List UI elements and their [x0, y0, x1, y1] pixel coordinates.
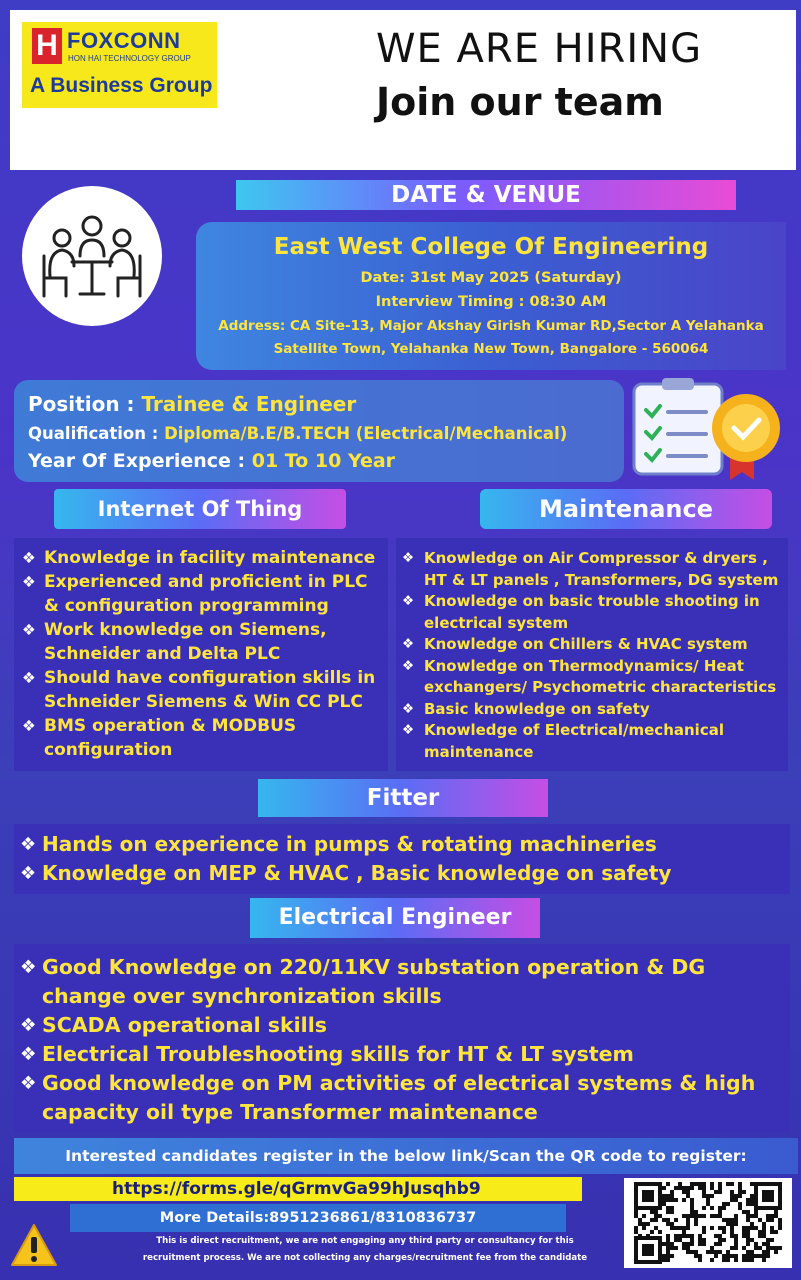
list-item: ❖ Knowledge on basic trouble shooting in electrical system: [400, 591, 786, 634]
qualification-value: Diploma/B.E/B.TECH (Electrical/Mechanical): [164, 424, 568, 443]
list-item: ❖ Hands on experience in pumps & rotating machineries: [18, 830, 788, 859]
qualification-label: Qualification :: [28, 424, 165, 443]
logo-mark: H: [32, 28, 62, 64]
list-item: ❖ Experienced and proficient in PLC & configuration programming: [20, 570, 386, 618]
list-item: ❖ Knowledge on MEP & HVAC , Basic knowledge on safety: [18, 859, 788, 888]
date-venue-banner: DATE & VENUE: [236, 180, 736, 210]
foxconn-logo: [22, 22, 217, 108]
list-item: ❖ Knowledge on Thermodynamics/ Heat exchangers/ Psychometric characteristics: [400, 656, 786, 699]
warning-icon: [10, 1222, 58, 1268]
contact-details: More Details:8951236861/8310836737: [70, 1204, 566, 1232]
list-item: ❖ Should have configuration skills in Schneider Siemens & Win CC PLC: [20, 666, 386, 714]
position-label: Position :: [28, 392, 142, 416]
list-item: ❖ Knowledge in facility maintenance: [20, 546, 386, 570]
headline-join: Join our team: [376, 80, 664, 124]
maintenance-banner: Maintenance: [480, 489, 772, 529]
list-item: ❖ Work knowledge on Siemens, Schneider and Delta PLC: [20, 618, 386, 666]
list-item: ❖ Knowledge of Electrical/mechanical maintenance: [400, 720, 786, 763]
registration-link[interactable]: https://forms.gle/qGrmvGa99hJusqhb9: [14, 1177, 582, 1201]
list-item: ❖ Basic knowledge on safety: [400, 699, 786, 721]
logo-name: FOXCONN: [67, 28, 181, 53]
list-item: ❖ Electrical Troubleshooting skills for HT & LT system: [18, 1040, 790, 1069]
list-item: ❖ BMS operation & MODBUS configuration: [20, 714, 386, 762]
iot-banner: Internet Of Thing: [54, 489, 346, 529]
electrical-banner: Electrical Engineer: [250, 898, 540, 938]
list-item: ❖ Good knowledge on PM activities of electrical systems & high capacity oil type Transformer maintenance: [18, 1069, 790, 1127]
qr-code-icon[interactable]: [624, 1178, 792, 1268]
checklist-badge-icon: [626, 376, 791, 486]
venue-college: East West College Of Engineering: [273, 234, 709, 260]
position-value: Trainee & Engineer: [141, 392, 357, 416]
qualification-line: [28, 424, 567, 443]
headline-hiring: WE ARE HIRING: [376, 26, 703, 72]
list-item: ❖ SCADA operational skills: [18, 1011, 790, 1040]
disclaimer-line2: recruitment process. We are not collecting any charges/recruitment fee from the candidate: [142, 1253, 588, 1263]
disclaimer-line1: This is direct recruitment, we are not engaging any third party or consultancy for this: [156, 1236, 574, 1246]
venue-address-line2: Satellite Town, Yelahanka New Town, Bangalore - 560064: [273, 341, 709, 357]
logo-subtitle: HON HAI TECHNOLOGY GROUP: [68, 54, 191, 63]
meeting-icon: [22, 186, 162, 326]
iot-list: [20, 546, 386, 762]
maintenance-list: [400, 548, 786, 763]
experience-label: Year Of Experience :: [28, 450, 252, 472]
list-item: ❖ Good Knowledge on 220/11KV substation operation & DG change over synchronization skills: [18, 953, 790, 1011]
register-instructions: Interested candidates register in the below link/Scan the QR code to register:: [14, 1138, 798, 1174]
list-item: ❖ Knowledge on Air Compressor & dryers , HT & LT panels , Transformers, DG system: [400, 548, 786, 591]
fitter-list: [18, 830, 788, 888]
electrical-list: [18, 953, 790, 1127]
experience-line: [28, 450, 395, 472]
logo-tagline: A Business Group: [30, 74, 213, 97]
list-item: ❖ Knowledge on Chillers & HVAC system: [400, 634, 786, 656]
venue-date: Date: 31st May 2025 (Saturday): [360, 270, 622, 286]
position-line: [28, 392, 356, 416]
venue-address-line1: Address: CA Site-13, Major Akshay Girish Kumar RD,Sector A Yelahanka: [218, 318, 764, 334]
fitter-banner: Fitter: [258, 779, 548, 817]
venue-timing: Interview Timing : 08:30 AM: [375, 294, 607, 310]
experience-value: 01 To 10 Year: [251, 450, 396, 472]
